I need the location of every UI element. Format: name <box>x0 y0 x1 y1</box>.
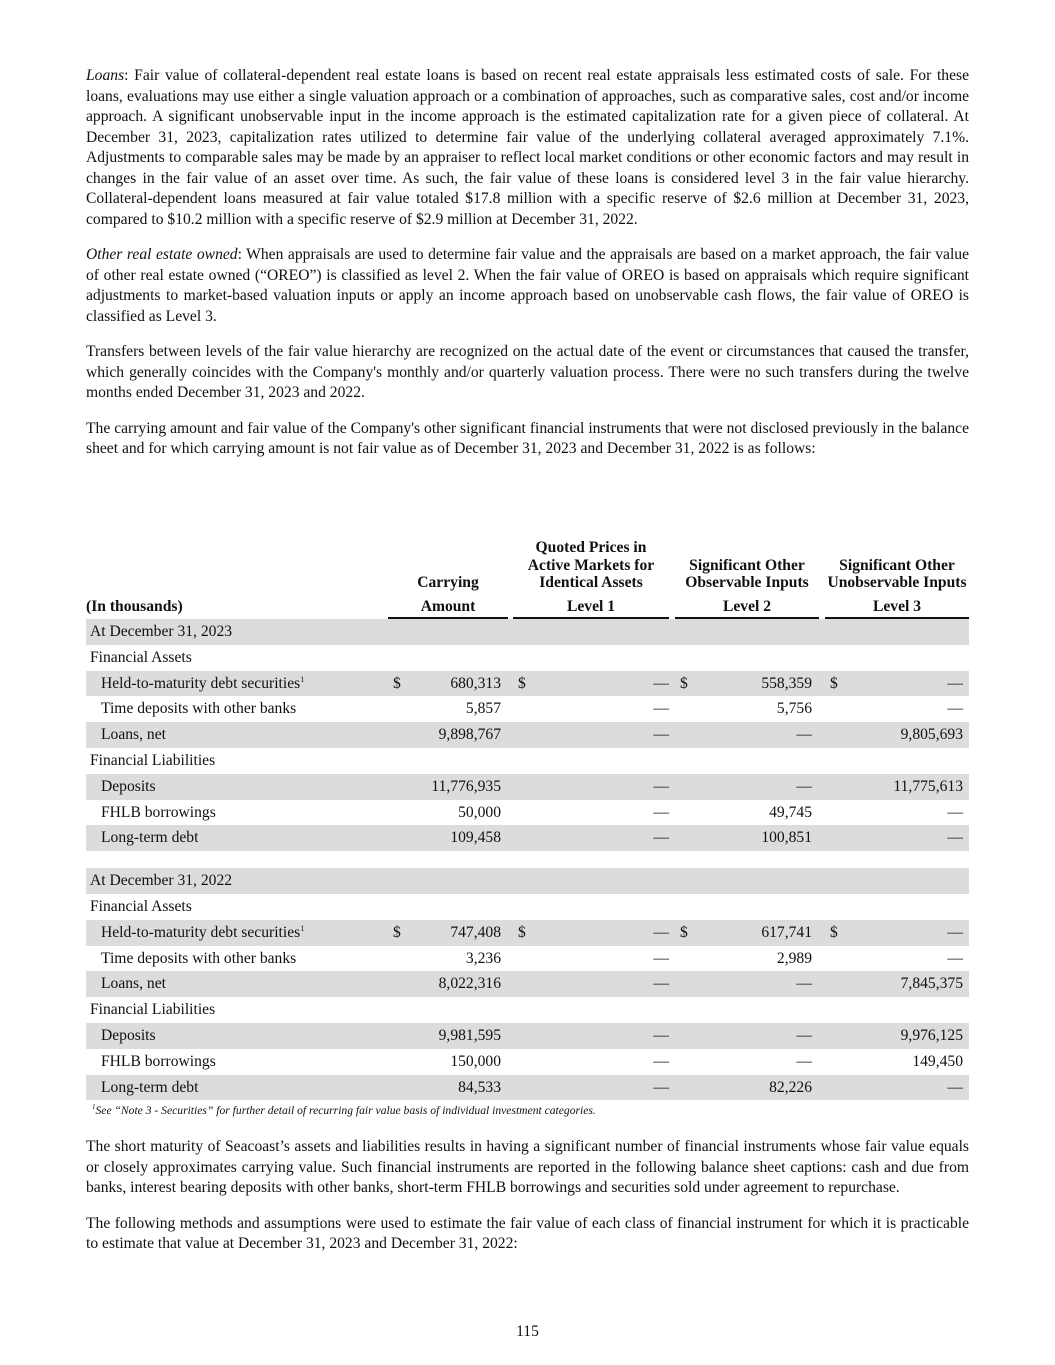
value-cell <box>513 1075 669 1101</box>
cell-value: — <box>653 1052 669 1070</box>
row-label-text: FHLB borrowings <box>101 803 216 821</box>
value-cell <box>675 800 819 826</box>
row-label-text: Loans, net <box>101 726 166 744</box>
value-cell <box>513 722 669 748</box>
value-cell <box>388 774 508 800</box>
row-label-text: Deposits <box>101 1026 156 1044</box>
table-row <box>86 1049 969 1075</box>
dollar-sign: $ <box>830 674 838 692</box>
header-top: Significant Other Observable Inputs <box>685 556 809 592</box>
group-title: Financial Liabilities <box>90 1001 216 1019</box>
value-cell <box>513 1049 669 1075</box>
paragraph-body: The carrying amount and fair value of the Company's other significant financial instruments that were not disclosed previously in the balance sheet and for which carrying amount is not fair value as of December 31, 2023 and December 31, 2022 is as follows: <box>86 419 969 457</box>
cell-value: — <box>653 829 669 847</box>
value-cell <box>388 946 508 972</box>
paragraph-transfers <box>86 342 969 404</box>
header-bottom: Amount <box>388 598 508 619</box>
table-body <box>86 619 969 1100</box>
value-cell <box>675 825 819 851</box>
value-cell <box>388 696 508 722</box>
table-row <box>86 971 969 997</box>
table-row <box>86 696 969 722</box>
header-bottom: Level 3 <box>825 598 969 619</box>
row-label-text: Deposits <box>101 777 156 795</box>
footnote-ref: 1 <box>300 923 305 933</box>
group-row <box>86 894 969 920</box>
value-cell <box>513 946 669 972</box>
value-cell <box>825 971 969 997</box>
header-top: Quoted Prices in Active Markets for Identical Assets <box>527 539 655 592</box>
paragraph-carrying-amount <box>86 419 969 460</box>
row-label <box>101 825 198 851</box>
cell-value: — <box>653 1026 669 1044</box>
cell-value: 558,359 <box>761 674 812 692</box>
row-label-text: Held-to-maturity debt securities <box>101 923 301 941</box>
header-level-3 <box>825 557 969 619</box>
cell-value: 2,989 <box>776 949 812 967</box>
paragraph-body: : Fair value of collateral-dependent real estate loans is based on recent real estate appraisals less estimated costs of sale. For these loans, evaluations may use either a single valuation approach or a combination of approaches, such as comparative sales, cost and/or income approach. A significant unobservable input in the income approach is the estimated capitalization rate for a given piece of collateral. At December 31, 2023, capitalization rates utilized to determine fair value of the underlying collateral averaged approximately 7.1%. Adjustments to comparable sales may be made by an appraiser to reflect local market conditions or other economic factors and may result in changes in the fair value of an asset over time. As such, the fair value of these loans is considered level 3 in the fair value hierarchy. Collateral-dependent loans measured at fair value totaled $17.8 million with a specific reserve of $2.6 million at December 31, 2023, compared to $10.2 million with a specific reserve of $2.9 million at December 31, 2022. <box>86 67 969 228</box>
value-cell <box>675 722 819 748</box>
header-top: Significant Other Unobservable Inputs <box>827 556 967 592</box>
cell-value: — <box>947 1078 963 1096</box>
cell-value: 9,805,693 <box>900 726 963 744</box>
cell-value: 680,313 <box>450 674 501 692</box>
cell-value: 747,408 <box>450 923 501 941</box>
section-row <box>86 619 969 645</box>
group-row <box>86 748 969 774</box>
group-title: Financial Liabilities <box>90 751 216 769</box>
value-cell <box>388 825 508 851</box>
cell-value: — <box>947 829 963 847</box>
table-footnote <box>86 1103 969 1119</box>
group-title: Financial Assets <box>90 897 192 915</box>
cell-value: — <box>796 1026 812 1044</box>
table-row <box>86 671 969 697</box>
cell-value: 84,533 <box>458 1078 501 1096</box>
dollar-sign: $ <box>830 923 838 941</box>
value-cell <box>825 1023 969 1049</box>
value-cell <box>675 671 819 697</box>
value-cell <box>513 696 669 722</box>
value-cell <box>513 1023 669 1049</box>
cell-value: — <box>653 1078 669 1096</box>
cell-value: — <box>653 777 669 795</box>
row-label-text: Long-term debt <box>101 829 199 847</box>
cell-value: 9,898,767 <box>438 726 501 744</box>
cell-value: — <box>947 803 963 821</box>
value-cell <box>825 1075 969 1101</box>
header-level-1 <box>513 539 669 619</box>
value-cell <box>513 671 669 697</box>
table-row <box>86 1023 969 1049</box>
value-cell <box>675 1049 819 1075</box>
value-cell <box>825 800 969 826</box>
value-cell <box>388 1023 508 1049</box>
cell-value: 109,458 <box>450 829 501 847</box>
header-bottom: Level 1 <box>513 598 669 619</box>
table-row <box>86 800 969 826</box>
table-row <box>86 774 969 800</box>
table-row <box>86 825 969 851</box>
row-label <box>101 920 304 946</box>
cell-value: 11,775,613 <box>893 777 963 795</box>
row-label-text: Long-term debt <box>101 1078 199 1096</box>
value-cell <box>825 774 969 800</box>
bottom-text <box>86 1137 969 1255</box>
cell-value: 150,000 <box>450 1052 501 1070</box>
section-spacer <box>86 851 969 868</box>
section-title: At December 31, 2022 <box>90 872 233 890</box>
paragraph-short-maturity: The short maturity of Seacoast’s assets and liabilities results in having a significant number of financial instruments whose fair value equals or closely approximates carrying value. Such financial instruments are reported in the following balance sheet captions: cash and due from banks, interest bearing deposits with other banks, short-term FHLB borrowings and securities sold under agreement to repurchase. <box>86 1138 969 1196</box>
cell-value: — <box>796 1052 812 1070</box>
value-cell <box>513 800 669 826</box>
row-label <box>101 1023 156 1049</box>
value-cell <box>675 1023 819 1049</box>
header-top: Carrying <box>417 574 479 592</box>
paragraph-lead: Other real estate owned <box>86 246 238 263</box>
row-label <box>101 671 304 697</box>
row-label <box>101 971 166 997</box>
cell-value: — <box>947 674 963 692</box>
table-row <box>86 946 969 972</box>
row-label <box>101 696 296 722</box>
cell-value: — <box>653 975 669 993</box>
value-cell <box>388 1075 508 1101</box>
row-label <box>101 946 296 972</box>
value-cell <box>513 774 669 800</box>
cell-value: 9,981,595 <box>438 1026 501 1044</box>
header-level-2 <box>675 557 819 619</box>
cell-value: — <box>653 923 669 941</box>
value-cell <box>675 1075 819 1101</box>
cell-value: — <box>653 803 669 821</box>
cell-value: 7,845,375 <box>900 975 963 993</box>
row-label-text: Time deposits with other banks <box>101 700 297 718</box>
value-cell <box>513 825 669 851</box>
cell-value: 8,022,316 <box>438 975 501 993</box>
cell-value: 3,236 <box>465 949 501 967</box>
value-cell <box>825 825 969 851</box>
row-label <box>101 800 216 826</box>
dollar-sign: $ <box>680 923 688 941</box>
value-cell <box>388 671 508 697</box>
value-cell <box>388 971 508 997</box>
value-cell <box>388 920 508 946</box>
value-cell <box>388 800 508 826</box>
header-bottom: Level 2 <box>675 598 819 619</box>
paragraph-methods: The following methods and assumptions were used to estimate the fair value of each class of financial instrument for which it is practicable to estimate that value at December 31, 2023 and December 31, 2022: <box>86 1214 969 1252</box>
paragraph-oreo <box>86 245 969 327</box>
value-cell <box>825 1049 969 1075</box>
row-label <box>101 1049 216 1075</box>
value-cell <box>825 946 969 972</box>
value-cell <box>513 920 669 946</box>
value-cell <box>513 971 669 997</box>
cell-value: 5,857 <box>465 700 501 718</box>
value-cell <box>675 696 819 722</box>
cell-value: — <box>796 726 812 744</box>
table-row <box>86 722 969 748</box>
paragraph-body: : When appraisals are used to determine fair value and the appraisals are based on a market approach, the fair value of other real estate owned (“OREO”) is classified as level 2. When the fair value of OREO is based on appraisals which require significant adjustments to market-based valuation inputs or apply an income approach based on unobservable cash flows, the fair value of OREO is classified as Level 3. <box>86 246 970 325</box>
footnote-marker: 1 <box>92 1103 96 1112</box>
table-header <box>86 537 969 619</box>
cell-value: — <box>796 975 812 993</box>
value-cell <box>675 946 819 972</box>
group-row <box>86 645 969 671</box>
cell-value: — <box>947 700 963 718</box>
cell-value: 5,756 <box>776 700 812 718</box>
paragraph-body: Transfers between levels of the fair value hierarchy are recognized on the actual date of the event or circumstances that caused the transfer, which generally coincides with the Company's monthly and/or quarterly valuation process. There were no such transfers during the twelve months ended December 31, 2023 and 2022. <box>86 343 969 401</box>
cell-value: 149,450 <box>912 1052 963 1070</box>
dollar-sign: $ <box>393 674 401 692</box>
top-text <box>86 66 969 460</box>
cell-value: 9,976,125 <box>900 1026 963 1044</box>
section-title: At December 31, 2023 <box>90 623 233 640</box>
value-cell <box>825 722 969 748</box>
cell-value: — <box>796 777 812 795</box>
value-cell <box>388 1049 508 1075</box>
row-label-text: Time deposits with other banks <box>101 949 297 967</box>
row-label <box>101 774 156 800</box>
cell-value: 617,741 <box>761 923 812 941</box>
value-cell <box>825 671 969 697</box>
cell-value: 49,745 <box>769 803 812 821</box>
cell-value: — <box>653 700 669 718</box>
table-row <box>86 920 969 946</box>
cell-value: 82,226 <box>769 1078 812 1096</box>
cell-value: 11,776,935 <box>431 777 501 795</box>
page-number: 115 <box>516 1323 539 1340</box>
value-cell <box>388 722 508 748</box>
value-cell <box>675 920 819 946</box>
header-units-label: (In thousands) <box>86 598 183 615</box>
group-row <box>86 997 969 1023</box>
cell-value: 100,851 <box>761 829 812 847</box>
cell-value: — <box>653 949 669 967</box>
group-title: Financial Assets <box>90 648 192 666</box>
value-cell <box>825 696 969 722</box>
dollar-sign: $ <box>518 674 526 692</box>
cell-value: — <box>653 674 669 692</box>
footnote-ref: 1 <box>300 674 305 684</box>
fair-value-table <box>86 537 969 1119</box>
section-row <box>86 868 969 894</box>
value-cell <box>825 920 969 946</box>
row-label <box>101 722 166 748</box>
cell-value: — <box>947 923 963 941</box>
paragraph-lead: Loans <box>86 67 125 84</box>
cell-value: — <box>947 949 963 967</box>
header-carrying-amount <box>388 574 508 619</box>
row-label-text: FHLB borrowings <box>101 1052 216 1070</box>
cell-value: — <box>653 726 669 744</box>
cell-value: 50,000 <box>458 803 501 821</box>
value-cell <box>675 971 819 997</box>
footnote-text: See “Note 3 - Securities” for further detail of recurring fair value basis of individual investment categories. <box>95 1104 596 1118</box>
dollar-sign: $ <box>393 923 401 941</box>
row-label <box>101 1075 198 1101</box>
value-cell <box>675 774 819 800</box>
row-label-text: Held-to-maturity debt securities <box>101 674 301 692</box>
dollar-sign: $ <box>680 674 688 692</box>
dollar-sign: $ <box>518 923 526 941</box>
row-label-text: Loans, net <box>101 975 166 993</box>
paragraph-loans <box>86 66 969 230</box>
table-row <box>86 1075 969 1101</box>
